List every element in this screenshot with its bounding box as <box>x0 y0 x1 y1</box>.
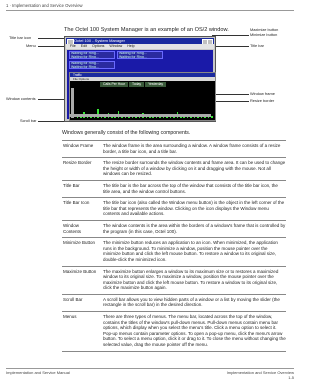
footer-right <box>227 370 294 380</box>
menu-item-window: Window <box>109 44 123 48</box>
traffic-window-title: Traffic <box>70 73 215 77</box>
description-paragraph: The title bar is the bar across the top of the window that consists of the title bar icon, the title area, and the window control buttons. <box>103 182 278 194</box>
definition-term: Window Contents <box>63 222 82 234</box>
callout-minimize-button: Minimize button <box>250 32 278 37</box>
table-row <box>62 312 286 352</box>
definition-description <box>97 183 286 194</box>
status-line: Waiting for Ring... <box>119 54 147 59</box>
callout-resize-border: Resize border <box>250 98 275 103</box>
status-line: Waiting for Ring... <box>71 51 99 55</box>
callout-window-frame: Window frame <box>250 91 275 96</box>
status-line: Waiting for Ring... <box>71 54 99 59</box>
description-paragraph: The minimize button reduces an application to an icon. When minimized, the application runs in the background. To minimize a window, position the mouse pointer over the minimize button and click the left mouse button. To restore a window to its original size, double-click the minimized icon. <box>103 240 278 262</box>
definition-term: Resize Border <box>63 160 92 166</box>
definition-description <box>97 143 286 154</box>
callout-scroll-bar: Scroll bar <box>20 118 37 123</box>
table-row <box>62 221 286 238</box>
definition-term: Menus <box>63 314 77 320</box>
definitions-rows <box>62 141 286 352</box>
description-paragraph: The window frame is the area surrounding a window. A window frame consists of a resize border, a title bar icon, and a title bar. <box>103 143 281 154</box>
page-number: 1-5 <box>288 375 294 380</box>
table-row <box>62 158 286 181</box>
figure-caption: The Octel 100 System Manager is an example of an OS/2 window. <box>64 27 229 33</box>
description-paragraph: The title bar icon (also called the Window menu button) is the object in the left corner of the title bar that represents the window. Clicking on the icon displays the Window menu contents and available actions. <box>103 200 285 217</box>
callout-title-bar-icon: Title bar icon <box>9 35 32 40</box>
definition-term: Title Bar <box>63 182 80 188</box>
header-rule <box>6 10 294 11</box>
definition-description <box>97 160 286 177</box>
callout-menu: Menu <box>26 43 36 48</box>
line-status-window <box>69 51 115 59</box>
intro-text: Windows generally consist of the following components. <box>62 130 191 136</box>
footer-rule <box>6 368 294 369</box>
callout-title-bar: Title bar <box>250 43 264 48</box>
table-row <box>62 181 286 198</box>
description-paragraph: The maximize button enlarges a window to its maximum size or to restores a maximized window to its original size. To maximize a window, position the mouse pointer over the maximize button and click the left mouse button. To restore a window to its original size, click the maximize button again. <box>103 268 279 291</box>
window-menu-bar <box>66 44 214 49</box>
horizontal-scroll-bar <box>69 114 211 117</box>
description-paragraph: The window contents is the area within the borders of a window's frame that is controlled by the program (in this case, Octel 100). <box>103 222 286 234</box>
callout-line <box>38 99 65 100</box>
line-status-window <box>117 51 163 59</box>
definition-term: Minimize Button <box>63 240 96 246</box>
status-line: Waiting for Ring... <box>119 51 147 55</box>
definitions-table <box>62 140 286 352</box>
menu-item-file: File <box>70 44 76 48</box>
table-row <box>62 295 286 312</box>
os2-window-screenshot <box>64 36 216 122</box>
footer-left: Implementation and Service Manual <box>6 370 70 375</box>
tab-yesterday: Yesterday <box>145 82 166 87</box>
tab-today: Today <box>129 82 144 87</box>
definition-description <box>97 200 286 217</box>
definition-term: Scroll Bar <box>63 296 83 302</box>
callout-line <box>216 101 249 102</box>
table-row <box>62 267 286 295</box>
status-line: Waiting for Ring... <box>71 64 99 69</box>
table-row <box>62 141 286 158</box>
line-status-window <box>69 61 115 69</box>
description-paragraph: The resize border surrounds the window contents and frame area. It can be used to change the height or width of a window by clicking on it and dragging with the mouse. Not all windows can be resized. <box>103 160 286 177</box>
definition-description <box>97 240 286 262</box>
menu-item-options: Options <box>92 44 105 48</box>
menu-item-help: Help <box>127 44 135 48</box>
traffic-bar <box>211 116 213 118</box>
definition-term: Window Frame <box>63 143 94 148</box>
description-paragraph: A scroll bar allows you to view hidden parts of a window or a list by moving the slider (the rectangle in the scroll bar) in the desired direction. <box>103 296 280 308</box>
running-header: 1 · Implementation and Service Overview <box>6 3 83 8</box>
footer-right-title: Implementation and Service Overview <box>226 370 294 375</box>
tab-calls-per-hour: Calls Per Hour <box>100 82 128 87</box>
definition-description <box>97 223 286 234</box>
callout-maximize-button: Maximize button <box>250 27 279 32</box>
callout-line <box>38 121 65 122</box>
callout-line <box>38 46 65 47</box>
callout-line <box>38 38 65 39</box>
callout-window-contents: Window contents <box>6 96 36 101</box>
window-title: Octel 100 - System Manager <box>74 38 125 43</box>
definition-description <box>97 314 286 348</box>
callout-line <box>216 94 249 95</box>
callout-line <box>214 46 249 47</box>
callout-line <box>212 35 249 36</box>
table-row <box>62 198 286 221</box>
chart-tabs <box>100 82 167 87</box>
definition-term: Title Bar Icon <box>63 200 90 206</box>
description-paragraph: There are three types of menus. The menu bar, located across the top of the window, contains the titles of the window's pull-down menus. Pull-down menus contain menu bar options, which display when you select the menu's title. Click a menu option to select it. Pop-up menus contain parameter options. To open a pop-up menu, click the menu's arrow button. To select a menu option, click it or drag to it. To close the menu without changing the selected value, drag the mouse pointer off the menu. <box>103 314 286 348</box>
traffic-window-menu: File Options <box>70 77 215 81</box>
status-line: Waiting for Ring... <box>71 61 99 65</box>
definition-term: Maximize Button <box>63 268 97 274</box>
menu-item-edit: Edit <box>80 44 87 48</box>
window-contents <box>67 50 213 119</box>
definition-description <box>97 269 286 291</box>
definition-description <box>97 297 286 308</box>
table-row <box>62 238 286 266</box>
